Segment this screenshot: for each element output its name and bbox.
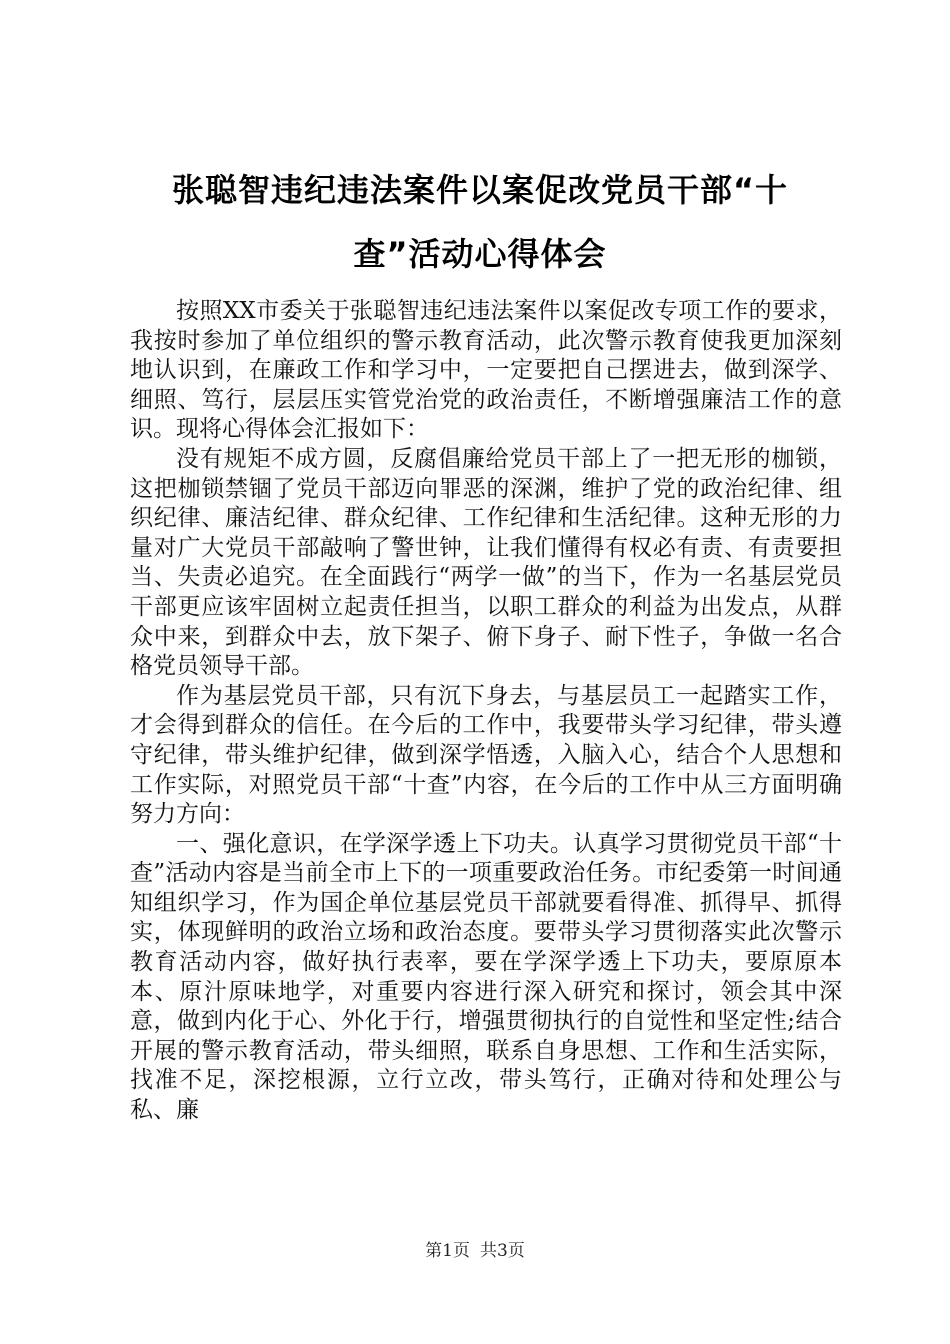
page-footer: [0, 1239, 950, 1263]
document-title: 张聪智违纪违法案件以案促改党员干部“十查”活动心得体会: [171, 171, 789, 273]
page-total: 共3页: [480, 1241, 525, 1261]
paragraph-2: 没有规矩不成方圆，反腐倡廉给党员干部上了一把无形的枷锁，这把枷锁禁锢了党员干部迈向罪恶的深渊，维护了党的政治纪律、组织纪律、廉洁纪律、群众纪律、工作纪律和生活纪律。这种无形的力量对广大党员干部敲响了警世钟，让我们懂得有权必有责、有责要担当、失责必追究。在全面践行“两学一做”的当下，作为一名基层党员干部更应该牢固树立起责任担当，以职工群众的利益为出发点，从群众中来，到群众中去，放下架子、俯下身子、耐下性子，争做一名合格党员领导干部。: [130, 445, 842, 680]
paragraph-3: 作为基层党员干部，只有沉下身去，与基层员工一起踏实工作，才会得到群众的信任。在今后的工作中，我要带头学习纪律，带头遵守纪律，带头维护纪律，做到深学悟透，入脑入心，结合个人思想和工作实际，对照党员干部“十查”内容，在今后的工作中从三方面明确努力方向：: [130, 682, 842, 828]
paragraph-4: 一、强化意识，在学深学透上下功夫。认真学习贯彻党员干部“十查”活动内容是当前全市上下的一项重要政治任务。市纪委第一时间通知组织学习，作为国企单位基层党员干部就要看得准、抓得早、抓得实，体现鲜明的政治立场和政治态度。要带头学习贯彻落实此次警示教育活动内容，做好执行表率，要在学深学透上下功夫，要原原本本、原汁原味地学，对重要内容进行深入研究和探讨，领会其中深意，做到内化于心、外化于行，增强贯彻执行的自觉性和坚定性;结合开展的警示教育活动，带头细照，联系自身思想、工作和生活实际，找准不足，深挖根源，立行立改，带头笃行，正确对待和处理公与私、廉: [130, 830, 842, 1124]
paragraph-1: 按照XX市委关于张聪智违纪违法案件以案促改专项工作的要求，我按时参加了单位组织的警示教育活动，此次警示教育使我更加深刻地认识到，在廉政工作和学习中，一定要把自己摆进去，做到深学、细照、笃行，层层压实管党治党的政治责任，不断增强廉洁工作的意识。现将心得体会汇报如下：: [130, 298, 842, 443]
page-number: 第1页: [425, 1241, 470, 1261]
document-body: [130, 297, 842, 1126]
